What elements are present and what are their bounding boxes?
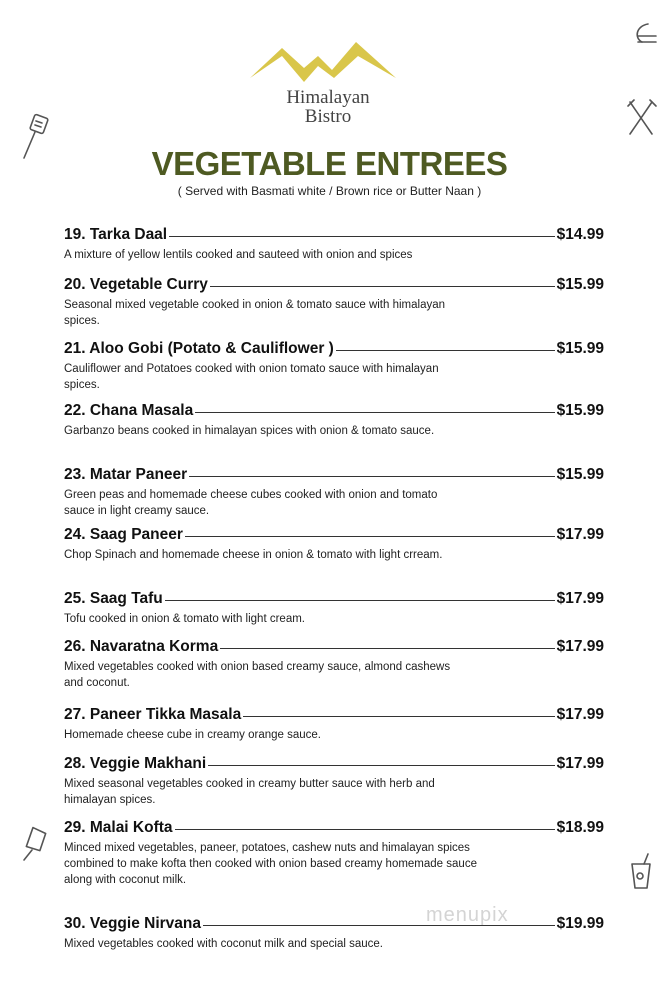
item-description: Homemade cheese cube in creamy orange sauce. bbox=[64, 729, 321, 741]
item-name: 19. Tarka Daal bbox=[64, 226, 168, 243]
leader-line bbox=[165, 600, 555, 601]
menu-item bbox=[64, 704, 604, 743]
menu-item bbox=[64, 913, 604, 952]
item-name: 20. Vegetable Curry bbox=[64, 276, 208, 293]
brand-name bbox=[258, 88, 398, 126]
item-name: 24. Saag Paneer bbox=[64, 526, 183, 543]
menu-item bbox=[64, 400, 604, 439]
menu-item bbox=[64, 274, 604, 329]
item-description: A mixture of yellow lentils cooked and sauteed with onion and spices bbox=[64, 249, 413, 261]
item-description: Mixed vegetables cooked with coconut milk and special sauce. bbox=[64, 938, 383, 950]
menu-item bbox=[64, 524, 604, 563]
item-price: $17.99 bbox=[556, 590, 604, 607]
item-description: Tofu cooked in onion & tomato with light cream. bbox=[64, 613, 305, 625]
leader-line bbox=[220, 648, 554, 649]
item-description: Mixed vegetables cooked with onion based creamy sauce, almond cashews and coconut. bbox=[64, 661, 451, 689]
section-title: VEGETABLE ENTREES bbox=[151, 145, 508, 182]
fork-knife-icon bbox=[624, 98, 658, 138]
item-price: $15.99 bbox=[556, 402, 604, 419]
menu-item bbox=[64, 636, 604, 691]
item-price: $15.99 bbox=[556, 276, 604, 293]
leader-line bbox=[169, 236, 554, 237]
item-name: 27. Paneer Tikka Masala bbox=[64, 706, 242, 723]
item-price: $17.99 bbox=[556, 638, 604, 655]
leader-line bbox=[208, 765, 554, 766]
section-subtitle: ( Served with Basmati white / Brown rice or Butter Naan ) bbox=[177, 184, 482, 198]
item-description: Cauliflower and Potatoes cooked with onion tomato sauce with himalayan spices. bbox=[64, 363, 439, 391]
item-name: 23. Matar Paneer bbox=[64, 466, 188, 483]
item-price: $19.99 bbox=[556, 915, 604, 932]
menu-item bbox=[64, 224, 604, 263]
item-name: 30. Veggie Nirvana bbox=[64, 915, 201, 932]
item-description: Minced mixed vegetables, paneer, potatoes, cashew nuts and himalayan spices combined to make kofta then cooked with onion based creamy homemade sauce along with coconut milk. bbox=[64, 842, 477, 886]
item-description: Chop Spinach and homemade cheese in onion & tomato with light crream. bbox=[64, 549, 443, 561]
leader-line bbox=[336, 350, 555, 351]
item-description: Seasonal mixed vegetable cooked in onion & tomato sauce with himalayan spices. bbox=[64, 299, 446, 327]
leader-line bbox=[210, 286, 555, 287]
menu-item bbox=[64, 338, 604, 393]
spatula-icon bbox=[16, 112, 52, 162]
item-price: $15.99 bbox=[556, 340, 604, 357]
item-name: 21. Aloo Gobi (Potato & Cauliflower ) bbox=[64, 340, 334, 357]
item-price: $17.99 bbox=[556, 526, 604, 543]
drink-cup-icon bbox=[626, 852, 656, 892]
item-name: 28. Veggie Makhani bbox=[64, 755, 207, 772]
item-name: 25. Saag Tafu bbox=[64, 590, 163, 607]
item-description: Green peas and homemade cheese cubes cooked with onion and tomato sauce in light creamy sauce. bbox=[64, 489, 438, 517]
item-name: 26. Navaratna Korma bbox=[64, 638, 219, 655]
item-price: $17.99 bbox=[556, 706, 604, 723]
item-price: $14.99 bbox=[556, 226, 604, 243]
item-name: 29. Malai Kofta bbox=[64, 819, 173, 836]
item-description: Mixed seasonal vegetables cooked in creamy butter sauce with herb and himalayan spices. bbox=[64, 778, 435, 806]
item-price: $15.99 bbox=[556, 466, 604, 483]
utensil-icon bbox=[628, 20, 658, 56]
leader-line bbox=[185, 536, 555, 537]
brand-line-1: Himalayan bbox=[286, 87, 370, 108]
menu-item bbox=[64, 588, 604, 627]
menu-item bbox=[64, 464, 604, 519]
leader-line bbox=[189, 476, 554, 477]
item-price: $18.99 bbox=[556, 819, 604, 836]
item-price: $17.99 bbox=[556, 755, 604, 772]
item-description: Garbanzo beans cooked in himalayan spices with onion & tomato sauce. bbox=[64, 425, 435, 437]
leader-line bbox=[243, 716, 554, 717]
watermark: menupix bbox=[426, 904, 509, 926]
item-name: 22. Chana Masala bbox=[64, 402, 194, 419]
brand-line-2: Bistro bbox=[304, 106, 352, 127]
menu-item bbox=[64, 753, 604, 808]
leader-line bbox=[195, 412, 554, 413]
leader-line bbox=[175, 829, 555, 830]
cleaver-icon bbox=[18, 826, 54, 862]
menu-item bbox=[64, 817, 604, 888]
